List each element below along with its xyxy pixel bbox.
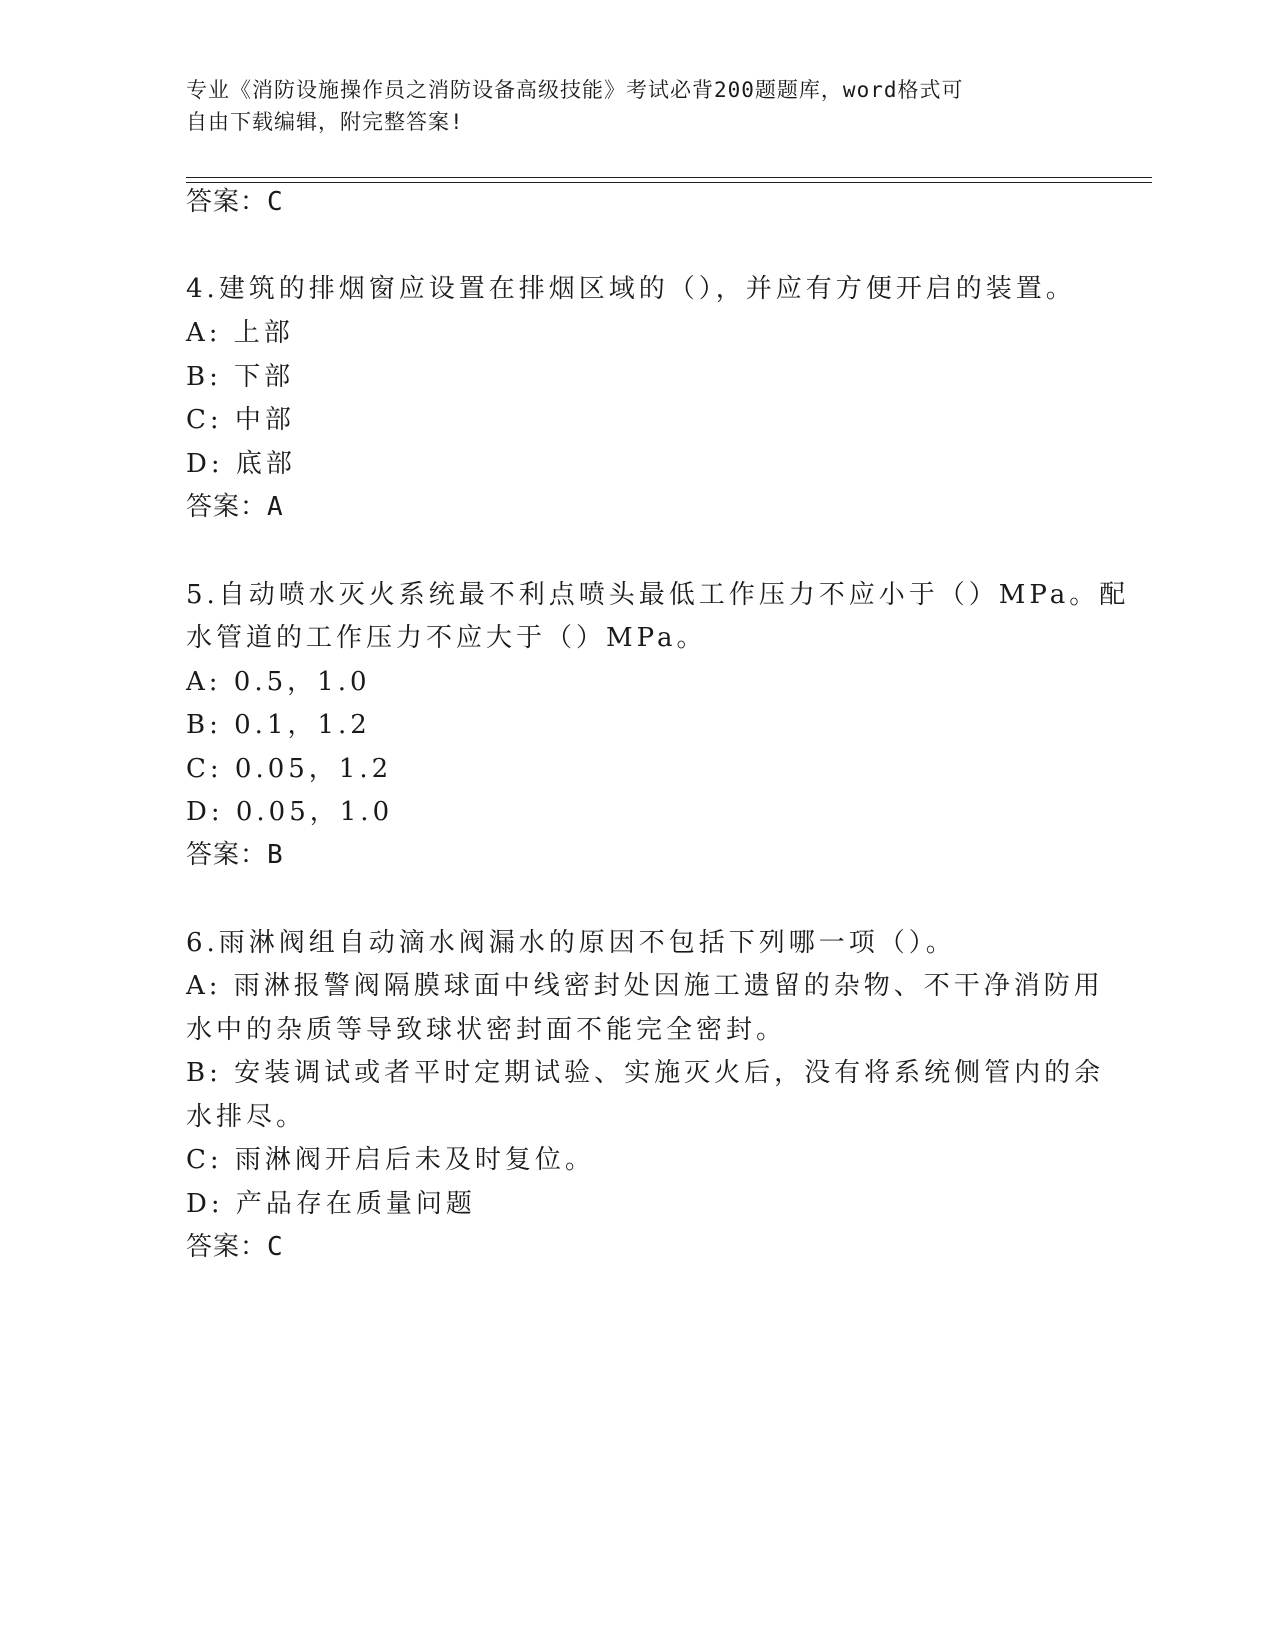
question-4-answer [186,492,284,522]
question-5-option-c: C: 0.05，1.2 [186,754,393,784]
answer-value: C [267,187,284,217]
answer-value: B [267,840,284,870]
question-5-option-d: D: 0.05，1.0 [186,797,394,827]
previous-answer [186,187,284,217]
answer-label: 答案： [186,492,268,522]
question-4-stem: 4.建筑的排烟窗应设置在排烟区域的（），并应有方便开启的装置。 [186,274,1076,304]
question-6-option-a-line-1: A: 雨淋报警阀隔膜球面中线密封处因施工遗留的杂物、不干净消防用 [186,971,1104,1001]
header-line-2: 自由下载编辑，附完整答案! [186,110,464,134]
question-4-option-a: A: 上部 [186,318,294,348]
question-4-option-b: B: 下部 [186,362,295,392]
question-5-stem-line-1: 5.自动喷水灭火系统最不利点喷头最低工作压力不应小于（）MPa。配 [186,580,1130,610]
header-line-1: 专业《消防设施操作员之消防设备高级技能》考试必背200题题库，word格式可 [186,78,964,102]
question-5-answer [186,840,284,870]
question-6-option-d: D: 产品存在质量问题 [186,1189,476,1219]
question-6-stem: 6.雨淋阀组自动滴水阀漏水的原因不包括下列哪一项（）。 [186,928,956,958]
header-divider-top [186,177,1152,178]
question-4-option-d: D: 底部 [186,449,296,479]
answer-value: C [267,1232,284,1262]
question-6-option-b-line-1: B: 安装调试或者平时定期试验、实施灭火后，没有将系统侧管内的余 [186,1058,1105,1088]
header-divider-bottom [186,182,1152,183]
question-5-option-a: A: 0.5，1.0 [186,667,371,697]
answer-label: 答案： [186,187,268,217]
question-4-option-c: C: 中部 [186,405,295,435]
question-6-option-a-line-2: 水中的杂质等导致球状密封面不能完全密封。 [186,1015,787,1045]
document-header [186,74,1066,138]
question-6-answer [186,1232,284,1262]
answer-value: A [267,492,284,522]
question-6-option-c: C: 雨淋阀开启后未及时复位。 [186,1145,595,1175]
question-5-stem-line-2: 水管道的工作压力不应大于（）MPa。 [186,623,707,653]
answer-label: 答案： [186,1232,268,1262]
question-5-option-b: B: 0.1，1.2 [186,710,371,740]
answer-label: 答案： [186,840,268,870]
question-6-option-b-line-2: 水排尽。 [186,1102,307,1132]
